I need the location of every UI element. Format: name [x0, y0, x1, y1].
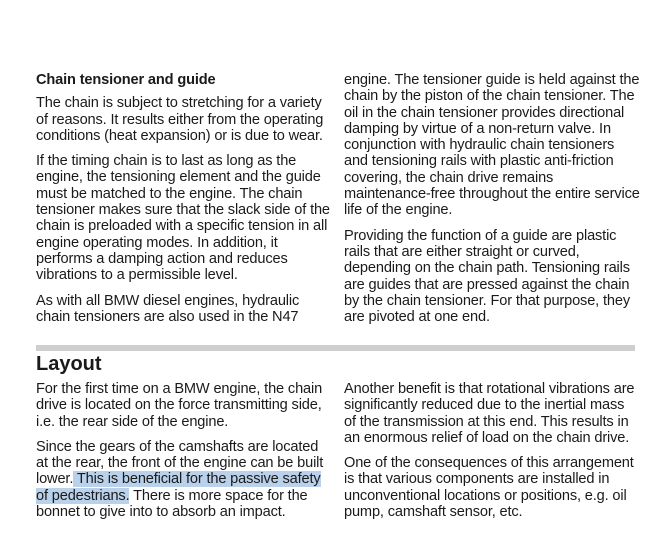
layout-paragraph-2-end: There is more space for the bonnet to give into to absorb an impact. — [36, 487, 308, 521]
layout-section-left-column — [36, 381, 332, 529]
chain-section-left-column — [36, 72, 332, 334]
section-divider — [36, 345, 635, 351]
chain-paragraph-1: The chain is subject to stretching for a variety of reasons. It results either from the operating conditions (heat expansion) or is due to wear. — [36, 95, 324, 144]
layout-section-right-column — [344, 381, 640, 529]
chain-section-right-column — [344, 72, 640, 334]
layout-paragraph-1: For the first time on a BMW engine, the chain drive is located on the force transmitting side, i.e. the rear side of the engine. — [36, 381, 323, 430]
chain-paragraph-5: Providing the function of a guide are plastic rails that are either straight or curved, depending on the chain path. Tensioning rails are guides that are pressed against the chain by the chain tensioner. For that purpose, they are pivoted at one end. — [344, 227, 630, 326]
chain-paragraph-3: As with all BMW diesel engines, hydraulic chain tensioners are also used in the N47 — [36, 292, 300, 325]
layout-paragraph-3: Another benefit is that rotational vibrations are significantly reduced due to the inertial mass of the transmission at this end. This results in an enormous relief of load on the chain drive. — [344, 381, 635, 446]
selected-text-highlight[interactable]: This is beneficial for the passive safety of pedestrians. — [36, 471, 321, 504]
layout-paragraph-4: One of the consequences of this arrangement is that various components are installed in unconventional locations or positions, e.g. oil pump, camshaft sensor, etc. — [344, 455, 634, 521]
layout-section-title: Layout — [36, 353, 102, 375]
chain-paragraph-2: If the timing chain is to last as long as the engine, the tensioning element and the guide must be matched to the engine. The chain tensioner makes sure that the slack side of the chain is preloaded with a specific tension in all engine operating modes. In addition, it performs a damping action and reduces vibrations to a permissible level. — [36, 153, 330, 284]
chain-paragraph-4: engine. The tensioner guide is held against the chain by the piston of the chain tensioner. The oil in the chain tensioner provides directional damping by virtue of a non-return valve. In conjunction with hydraulic chain tensioners and tensioning rails with plastic anti-friction covering, the chain drive remains maintenance-free throughout the entire service life of the engine. — [344, 72, 640, 219]
chain-section-heading: Chain tensioner and guide — [36, 72, 216, 88]
layout-paragraph-2-start: Since the gears of the camshafts are located at the rear, the front of the engine can be built lower. — [36, 438, 324, 488]
layout-paragraph-2 — [36, 439, 332, 520]
